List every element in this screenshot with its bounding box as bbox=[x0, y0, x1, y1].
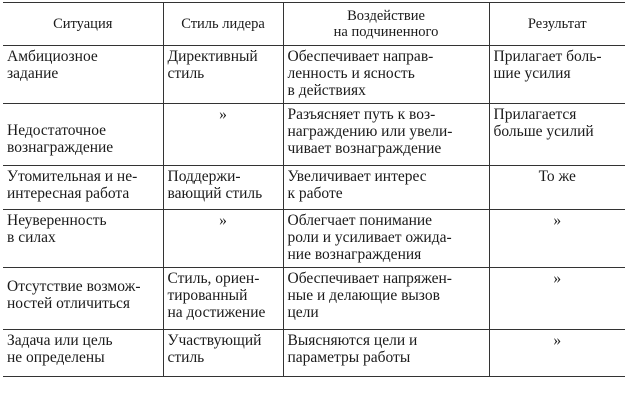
cell-line: на достижение bbox=[167, 304, 266, 321]
cell-line: награждению или увели- bbox=[287, 123, 453, 140]
cell-line: Задача или цель bbox=[7, 332, 113, 349]
cell-impact bbox=[283, 330, 489, 377]
cell-result-ditto: » bbox=[489, 210, 625, 268]
cell-impact bbox=[283, 166, 489, 210]
cell-situation bbox=[3, 268, 163, 330]
cell-impact bbox=[283, 268, 489, 330]
cell-situation bbox=[3, 46, 163, 104]
cell-style bbox=[163, 46, 283, 104]
cell-line: Облегчает понимание bbox=[287, 212, 433, 229]
cell-line: интересная работа bbox=[7, 185, 130, 202]
cell-line: Обеспечивает напряжен- bbox=[287, 270, 452, 287]
cell-line: Поддержи- bbox=[167, 168, 241, 185]
cell-result-ditto: » bbox=[489, 268, 625, 330]
cell-line: тированный bbox=[167, 287, 248, 304]
cell-line: к работе bbox=[287, 185, 343, 202]
cell-impact bbox=[283, 104, 489, 166]
cell-line: ленность и ясность bbox=[287, 65, 415, 82]
leadership-situations-table bbox=[3, 2, 625, 377]
table-row bbox=[3, 104, 625, 166]
cell-impact bbox=[283, 210, 489, 268]
cell-line: ностей отличиться bbox=[7, 295, 131, 312]
cell-line: задание bbox=[7, 65, 59, 82]
cell-line: роли и усиливает ожида- bbox=[287, 229, 452, 246]
header-row bbox=[3, 3, 625, 46]
cell-line: Обеспечивает направ- bbox=[287, 48, 434, 65]
cell-result bbox=[489, 104, 625, 166]
cell-result bbox=[489, 46, 625, 104]
cell-line: Амбициозное bbox=[7, 48, 98, 65]
cell-situation bbox=[3, 330, 163, 377]
cell-line: Директивный bbox=[167, 48, 258, 65]
cell-line: Разъясняет путь к воз- bbox=[287, 106, 436, 123]
header-impact bbox=[283, 3, 489, 46]
cell-line: в действиях bbox=[287, 82, 366, 99]
cell-line: Недостаточное bbox=[7, 122, 107, 139]
cell-line: вознаграждение bbox=[7, 139, 114, 156]
cell-line: больше усилий bbox=[493, 123, 594, 140]
cell-impact bbox=[283, 46, 489, 104]
cell-line: цели bbox=[287, 304, 319, 321]
table-row bbox=[3, 166, 625, 210]
cell-line: Увеличивает интерес bbox=[287, 168, 427, 185]
table-row bbox=[3, 46, 625, 104]
cell-line: Отсутствие возмож- bbox=[7, 278, 141, 295]
cell-style bbox=[163, 268, 283, 330]
cell-line: ние вознаграждения bbox=[287, 246, 422, 263]
cell-line: ные и делающие вызов bbox=[287, 287, 440, 304]
header-leader-style: Стиль лидера bbox=[163, 3, 283, 46]
cell-line: чивает вознаграждение bbox=[287, 140, 442, 157]
cell-situation bbox=[3, 104, 163, 166]
table-row bbox=[3, 210, 625, 268]
cell-result-ditto: » bbox=[489, 330, 625, 377]
cell-line: в силах bbox=[7, 229, 56, 246]
cell-line: шие усилия bbox=[493, 65, 571, 82]
cell-style bbox=[163, 166, 283, 210]
cell-line: Участвующий bbox=[167, 332, 262, 349]
cell-line: Утомительная и не- bbox=[7, 168, 138, 185]
cell-result: То же bbox=[489, 166, 625, 210]
cell-line: Выясняются цели и bbox=[287, 332, 418, 349]
cell-line: стиль bbox=[167, 65, 205, 82]
cell-style bbox=[163, 330, 283, 377]
header-impact-line: на подчиненного bbox=[333, 24, 439, 40]
header-situation: Ситуация bbox=[3, 3, 163, 46]
cell-situation bbox=[3, 166, 163, 210]
cell-line: параметры работы bbox=[287, 349, 411, 366]
cell-style-ditto: » bbox=[163, 104, 283, 166]
cell-line: вающий стиль bbox=[167, 185, 263, 202]
cell-line: Неуверенность bbox=[7, 212, 107, 229]
table-row bbox=[3, 268, 625, 330]
cell-line: Стиль, ориен- bbox=[167, 270, 260, 287]
header-impact-line: Воздействие bbox=[347, 8, 425, 24]
cell-line: не определены bbox=[7, 349, 105, 366]
table-row bbox=[3, 330, 625, 377]
cell-line: стиль bbox=[167, 349, 205, 366]
cell-style-ditto: » bbox=[163, 210, 283, 268]
cell-line: Прилагается bbox=[493, 106, 577, 123]
cell-line: Прилагает боль- bbox=[493, 48, 602, 65]
header-result: Результат bbox=[489, 3, 625, 46]
cell-situation bbox=[3, 210, 163, 268]
